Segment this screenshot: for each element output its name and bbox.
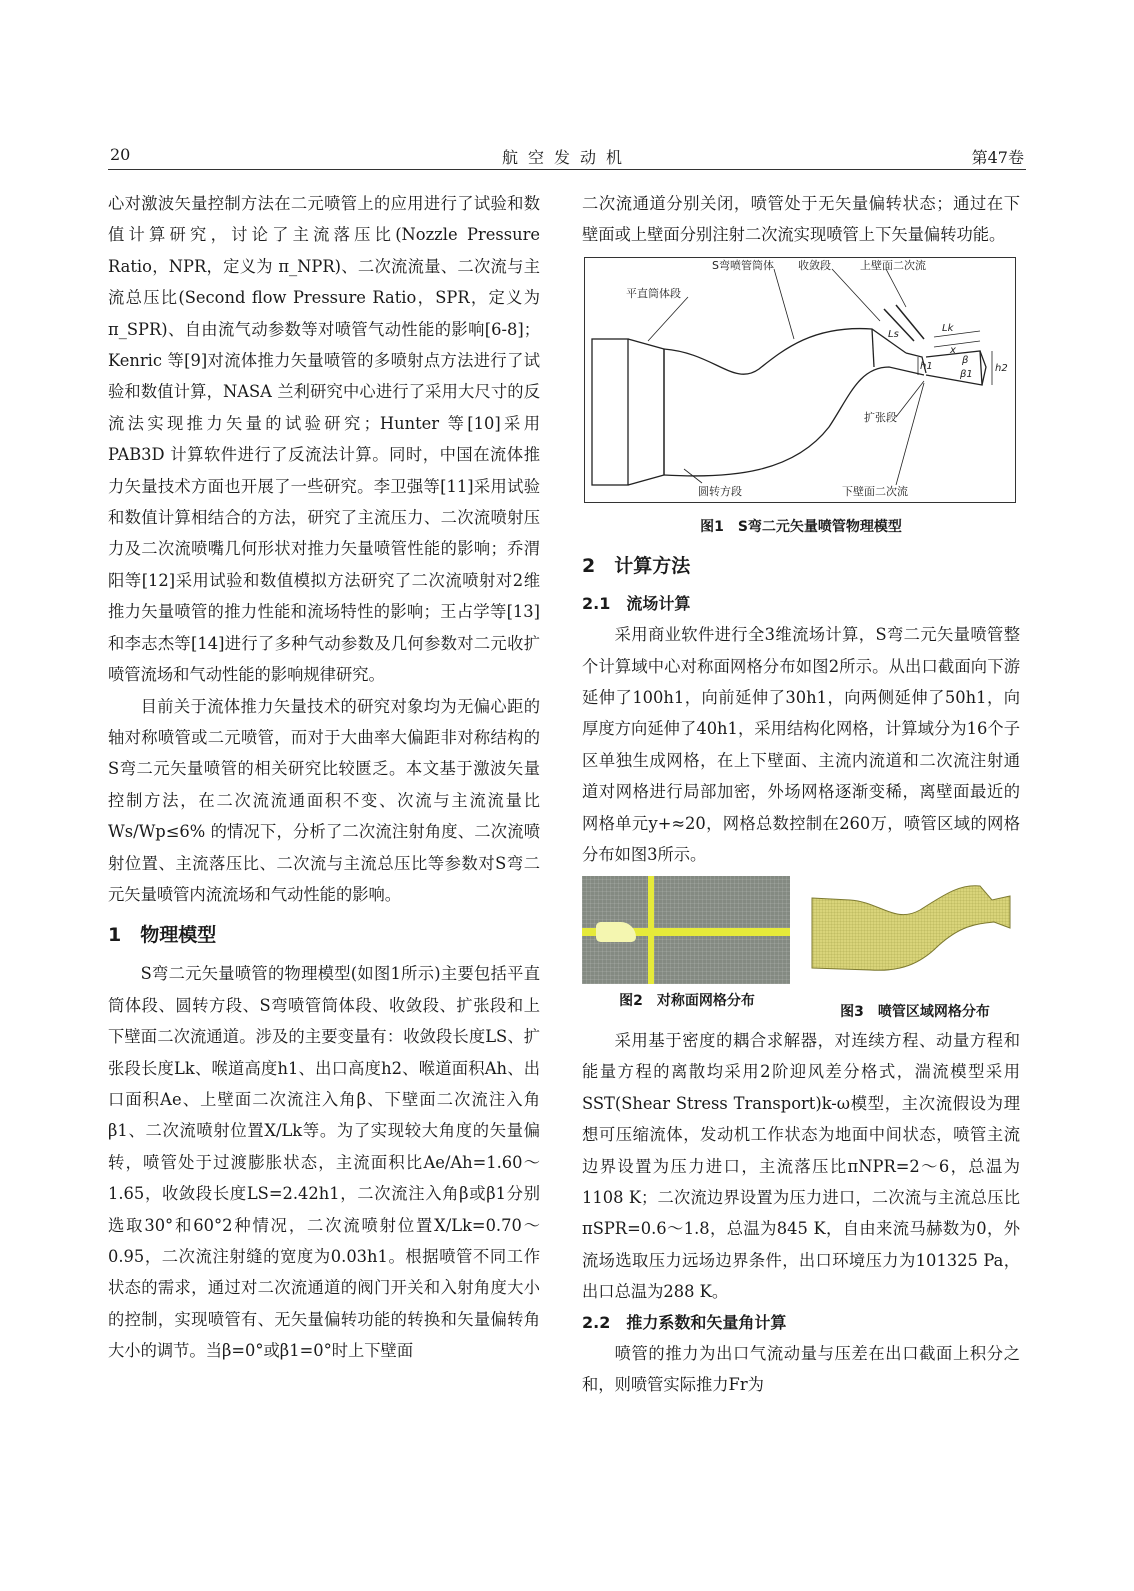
figure-1-caption: 图1 S弯二元矢量喷管物理模型 [700, 519, 902, 536]
label-s-bend-body: S弯喷管筒体 [712, 258, 774, 272]
section-2-heading: 2 计算方法 [582, 555, 691, 578]
right-paragraph-4: 喷管的推力为出口气流动量与压差在出口截面上积分之和，则喷管实际推力Fr为 [582, 1343, 1020, 1394]
page-number: 20 [110, 145, 131, 164]
figure-3 [810, 876, 1020, 1024]
left-paragraph-3: S弯二元矢量喷管的物理模型(如图1所示)主要包括平直筒体段、圆转方段、S弯喷管筒体段、收敛段、扩张段和上下壁面二次流通道。涉及的主要变量有：收敛段长度LS、扩张段长度Lk、喉道高度h1、出口高度h2、喉道面积Ah、出口面积Ae、上壁面二次流注入角β、下壁面二次流注入角β1、二次流喷射位置X/Lk等。为了实现较大角度的矢量偏转，喷管处于过渡膨胀状态，主流面积比Ae/Ah=1.60～1.65，收敛段长度LS=2.42h1，二次流注入角β或β1分别选取30°和60°2种情况，二次流喷射位置X/Lk=0.70～0.95，二次流注射缝的宽度为0.03h1。根据喷管不同工作状态的需求，通过对二次流通道的阀门开关和入射角度大小的控制，实现喷管有、无矢量偏转功能的转换和矢量偏转角大小的调节。当β=0°或β1=0°时上下壁面 [108, 964, 540, 1361]
left-column [108, 188, 540, 1367]
label-round-to-square: 圆转方段 [698, 484, 742, 498]
right-paragraph-3: 采用基于密度的耦合求解器，对连续方程、动量方程和能量方程的离散均采用2阶迎风差分格式，湍流模型采用SST(Shear Stress Transport)k-ω模型，主次流假设为理想可压缩流体，发动机工作状态为地面中间状态，喷管主流边界设置为压力进口，主流落压比πNPR=2～6，总温为1108 K；二次流边界设置为压力进口，二次流与主流总压比πSPR=0.6～1.8，总温为845 K，自由来流马赫数为0，外流场选取压力远场边界条件，出口环境压力为101325 Pa，出口总温为288 K。 [582, 1030, 1020, 1302]
label-lk: Lk [942, 322, 954, 334]
right-paragraph-2: 采用商业软件进行全3维流场计算，S弯二元矢量喷管整个计算域中心对称面网格分布如图2所示。从出口截面向下游延伸了100h1，向前延伸了30h1，向两侧延伸了50h1，向厚度方向延伸了40h1，采用结构化网格，计算域分为16个子区单独生成网格，在上下壁面、主流内流道和二次流注射通道对网格进行局部加密，外场网格逐渐变稀，离壁面最近的网格单元y+≈20，网格总数控制在260万，喷管区域的网格分布如图3所示。 [582, 625, 1020, 865]
figures-2-3-row [582, 876, 1020, 1024]
figure-1-nozzle-model [584, 257, 1016, 503]
figure-3-caption: 图3 喷管区域网格分布 [840, 1003, 990, 1020]
label-divergent: 扩张段 [864, 410, 897, 424]
straight-section-shape [592, 339, 628, 485]
section-1-heading: 1 物理模型 [108, 924, 217, 947]
running-header [108, 143, 1026, 170]
figure-3-nozzle-mesh [810, 876, 1018, 984]
volume-label: 第47卷 [971, 148, 1024, 167]
right-column [582, 188, 1020, 1400]
divergent-section-shape [926, 351, 982, 385]
label-upper-secondary: 上壁面二次流 [860, 258, 926, 272]
left-paragraph-1: 心对激波矢量控制方法在二元喷管上的应用进行了试验和数值计算研究，讨论了主流落压比(Nozzle Pressure Ratio，NPR，定义为 π_NPR)、二次流流量、二次流与主流总压比(Second flow Pressure Ratio，SPR，定义为 π_SPR)、自由流气动参数等对喷管气动性能的影响[6-8]；Kenric 等[9]对流体推力矢量喷管的多喷射点方法进行了试验和数值计算，NASA 兰利研究中心进行了采用大尺寸的反流法实现推力矢量的试验研究；Hunter 等[10]采用 PAB3D 计算软件进行了反流法计算。同时，中国在流体推力矢量技术方面也开展了一些研究。李卫强等[11]采用试验和数值计算相结合的方法，研究了主流压力、二次流喷射压力及二次流喷嘴几何形状对推力矢量喷管性能的影响；乔渭阳等[12]采用试验和数值模拟方法研究了二次流喷射对2维推力矢量喷管的推力性能和流场特性的影响；王占学等[13]和李志杰等[14]进行了多种气动参数及几何参数对二元收扩喷管流场和气动性能的影响规律研究。 [108, 194, 540, 685]
label-beta1: β1 [960, 368, 973, 380]
s-bend-upper-wall [664, 328, 906, 374]
subsection-2-1-heading: 2.1 流场计算 [582, 594, 691, 614]
subsection-2-2-heading: 2.2 推力系数和矢量角计算 [582, 1312, 787, 1332]
label-ls: Ls [888, 328, 899, 340]
figure-2-symmetry-mesh [582, 876, 790, 984]
right-paragraph-1: 二次流通道分别关闭，喷管处于无矢量偏转状态；通过在下壁面或上壁面分别注射二次流实现喷管上下矢量偏转功能。 [582, 194, 1020, 245]
figure-2 [582, 876, 792, 1024]
label-h1: h1 [920, 360, 933, 372]
journal-title: 航空发动机 [501, 148, 632, 167]
label-x: x [950, 344, 956, 356]
label-straight-section: 平直筒体段 [626, 286, 681, 300]
label-beta: β [962, 354, 969, 366]
left-paragraph-2: 目前关于流体推力矢量技术的研究对象均为无偏心距的轴对称喷管或二元喷管，而对于大曲率大偏距非对称结构的S弯二元矢量喷管的相关研究比较匮乏。本文基于激波矢量控制方法，在二次流流通面积不变、次流与主流流量比 Ws/Wp≤6% 的情况下，分析了二次流注射角度、二次流喷射位置、主流落压比、二次流与主流总压比等参数对S弯二元矢量喷管内流流场和气动性能的影响。 [108, 696, 540, 904]
label-lower-secondary: 下壁面二次流 [842, 484, 908, 498]
figure-2-caption: 图2 对称面网格分布 [619, 993, 755, 1010]
label-convergent: 收敛段 [798, 258, 831, 272]
label-h2: h2 [995, 362, 1008, 374]
round-to-square-shape [628, 339, 664, 485]
